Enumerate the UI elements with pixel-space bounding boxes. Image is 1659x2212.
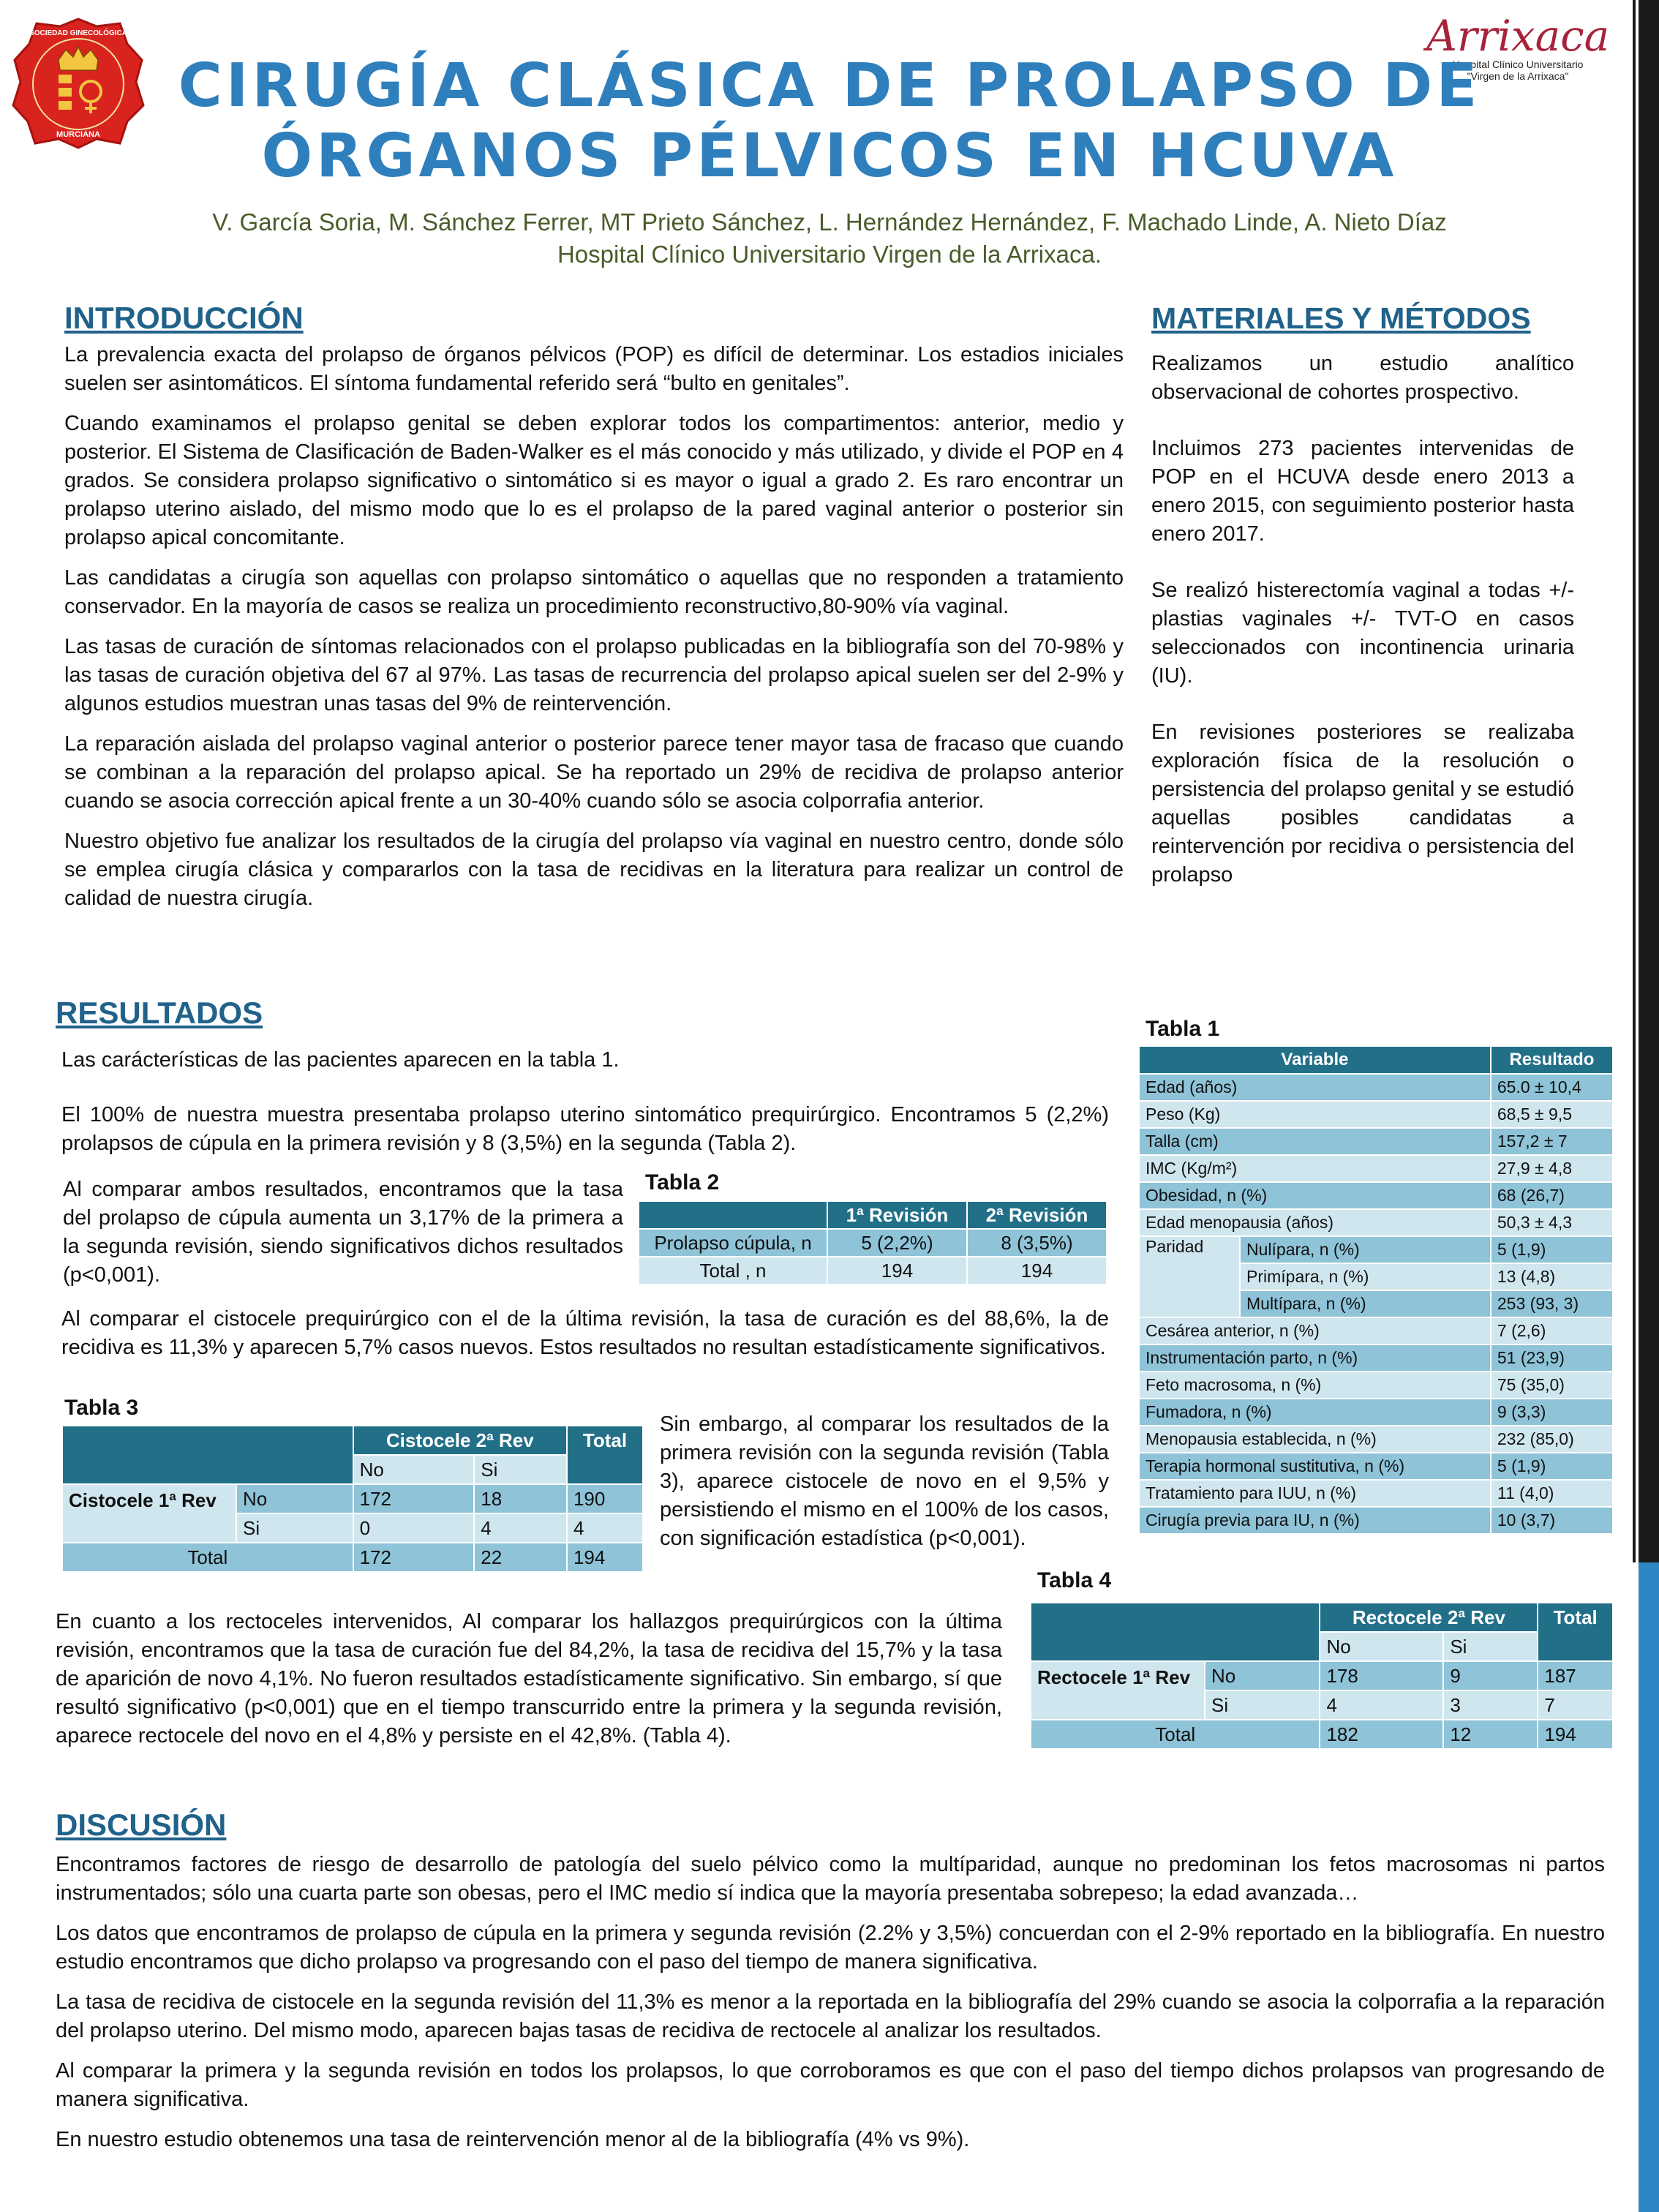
tabla1-row-label: Menopausia establecida, n (%) <box>1139 1426 1491 1453</box>
tabla4-row-header: Rectocele 1ª Rev <box>1031 1661 1205 1720</box>
materiales-paragraph: En revisiones posteriores se realizaba exploración física de la resolución o persistencia del prolapso genital y se estudió aquellas posibles candidatas a reintervención por recidiva o persistencia del prolapso <box>1151 721 1574 887</box>
tabla1-row-label: Edad (años) <box>1139 1074 1491 1101</box>
tabla1-col-resultado: Resultado <box>1491 1046 1613 1074</box>
resultados-p5: Sin embargo, al comparar los resultados de la primera revisión con la segunda revisión (Tabla 3), aparece cistocele de novo en el 9,5% y persistiendo el mismo en el 100% de los casos, con significación estadística (p<0,001). <box>660 1412 1109 1550</box>
tabla1-row-label: Talla (cm) <box>1139 1128 1491 1155</box>
tabla1-row-label: IMC (Kg/m²) <box>1139 1155 1491 1182</box>
tabla1-row-label: Cesárea anterior, n (%) <box>1139 1317 1491 1344</box>
tabla1-paridad-row-value: 13 (4,8) <box>1491 1263 1613 1290</box>
tabla3-cell: 194 <box>567 1543 643 1572</box>
tabla3-si-header: Si <box>474 1455 567 1484</box>
resultados-p6: En cuanto a los rectoceles intervenidos, Al comparar los hallazgos prequirúrgicos con la última revisión, encontramos que la tasa de curación fue del 84,2%, la tasa de recidiva del 15,7% y la tasa de aparición de novo 4,1%. No fueron resultados estadísticamente significativo. Sin embargo, sí que resultó significativo (p<0,001) que en el tiempo transcurrido entre la primera y la segunda revisión, aparece rectocele del novo en el 4,8% y persiste en el 42,8%. (Tabla 4). <box>56 1610 1002 1748</box>
intro-paragraph: Las candidatas a cirugía son aquellas con prolapso sintomático o aquellas que no responden a tratamiento conservador. En la mayoría de casos se realiza un procedimiento reconstructivo,80-90% vía vaginal. <box>64 566 1124 618</box>
tabla3 <box>61 1425 644 1573</box>
logo-text-bottom: MURCIANA <box>56 130 100 139</box>
poster-title <box>110 51 1549 192</box>
tabla2-cell: 5 (2,2%) <box>827 1229 967 1257</box>
tabla1-row-value: 9 (3,3) <box>1491 1399 1613 1426</box>
discusion-paragraph: Al comparar la primera y la segunda revisión en todos los prolapsos, lo que corroboramos es que con el paso del tiempo dichos prolapsos van progresando de manera significativa. <box>56 2059 1605 2111</box>
resultados-p1: Las carácterísticas de las pacientes aparecen en la tabla 1. <box>61 1048 620 1072</box>
resultados-p3: Al comparar ambos resultados, encontramos que la tasa del prolapso de cúpula aumenta un 3,17% de la primera a la segunda revisión, siendo significativos dichos resultados (p<0,001). <box>63 1178 623 1287</box>
tabla1-row-value: 65.0 ± 10,4 <box>1491 1074 1613 1101</box>
tabla3-corner <box>62 1426 353 1484</box>
tabla4-cell: 182 <box>1320 1720 1443 1749</box>
tabla4-cell: 194 <box>1538 1720 1613 1749</box>
tabla3-cell: 4 <box>567 1513 643 1543</box>
materiales-paragraph: Se realizó histerectomía vaginal a todas +/- plastias vaginales +/- TVT-O en casos seleccionados con incontinencia urinaria (IU). <box>1151 579 1574 688</box>
tabla3-cell: 172 <box>353 1484 475 1513</box>
tabla3-total-label: Total <box>62 1543 353 1572</box>
tabla4-corner <box>1031 1603 1320 1661</box>
tabla1-row-value: 11 (4,0) <box>1491 1480 1613 1507</box>
tabla3-cell: 172 <box>353 1543 475 1572</box>
tabla2-corner <box>639 1201 827 1229</box>
introduccion-text <box>64 341 1124 913</box>
authors: V. García Soria, M. Sánchez Ferrer, MT Prieto Sánchez, L. Hernández Hernández, F. Machado Linde, A. Nieto Díaz <box>212 208 1447 236</box>
right-edge-bar <box>1633 0 1659 2212</box>
tabla2 <box>638 1200 1107 1285</box>
tabla1-paridad-row-label: Primípara, n (%) <box>1240 1263 1491 1290</box>
tabla2-col1: 1ª Revisión <box>827 1201 967 1229</box>
introduccion-section <box>64 300 1124 925</box>
tabla1-col-variable: Variable <box>1139 1046 1491 1074</box>
tabla3-no-label: No <box>236 1484 353 1513</box>
materiales-paragraph: Incluimos 273 pacientes intervenidas de POP en el HCUVA desde enero 2013 a enero 2015, con seguimiento posterior hasta enero 2017. <box>1151 437 1574 546</box>
intro-paragraph: La reparación aislada del prolapso vaginal anterior o posterior parece tener mayor tasa de fracaso que cuando se combinan a la reparación del prolapso apical. Se ha reportado un 29% de recidiva de prolapso anterior cuando se asocia corrección apical frente a un 30-40% cuando sólo se asocia colporrafia anterior. <box>64 732 1124 813</box>
logo-text-top: SOCIEDAD GINECOLÓGICA <box>29 29 127 37</box>
tabla1-row-label: Edad menopausia (años) <box>1139 1209 1491 1236</box>
discusion-paragraph: Los datos que encontramos de prolapso de cúpula en la primera y segunda revisión (2.2% y 3,5%) concuerdan con el 2-9% reportado en la bibliografía. En nuestro estudio encontramos que dicho prolapso va progresando con el paso del tiempo de manera significativa. <box>56 1922 1605 1974</box>
title-line-1: CIRUGÍA CLÁSICA DE PROLAPSO DE <box>178 51 1481 121</box>
arrixaca-logo-sub2: "Virgen de la Arrixaca" <box>1467 70 1569 82</box>
tabla1-row-value: 50,3 ± 4,3 <box>1491 1209 1613 1236</box>
tabla3-cell: 190 <box>567 1484 643 1513</box>
tabla1-paridad-label: Paridad <box>1139 1236 1240 1317</box>
tabla4-no-label: No <box>1205 1661 1320 1690</box>
tabla3-cell: 4 <box>474 1513 567 1543</box>
title-line-2: ÓRGANOS PÉLVICOS EN HCUVA <box>261 121 1398 191</box>
tabla1-row-label: Terapia hormonal sustitutiva, n (%) <box>1139 1453 1491 1480</box>
tabla4-total-header: Total <box>1538 1603 1613 1661</box>
tabla2-col2: 2ª Revisión <box>967 1201 1107 1229</box>
tabla1 <box>1138 1045 1614 1535</box>
tabla1-paridad-row-value: 5 (1,9) <box>1491 1236 1613 1263</box>
materiales-heading: MATERIALES Y MÉTODOS <box>1151 301 1531 335</box>
tabla4-cell: 187 <box>1538 1661 1613 1690</box>
tabla1-row-value: 51 (23,9) <box>1491 1344 1613 1372</box>
tabla1-row-label: Obesidad, n (%) <box>1139 1182 1491 1209</box>
tabla4-group-header: Rectocele 2ª Rev <box>1320 1603 1538 1632</box>
resultados-p2: El 100% de nuestra muestra presentaba prolapso uterino sintomático prequirúrgico. Encontramos 5 (2,2%) prolapsos de cúpula en la primera revisión y 8 (3,5%) en la segunda (Tabla 2). <box>61 1103 1109 1155</box>
tabla3-no-header: No <box>353 1455 475 1484</box>
tabla1-row-value: 10 (3,7) <box>1491 1507 1613 1534</box>
tabla3-cell: 22 <box>474 1543 567 1572</box>
tabla4-cell: 178 <box>1320 1661 1443 1690</box>
discusion-paragraph: Encontramos factores de riesgo de desarrollo de patología del suelo pélvico como la multíparidad, aunque no predominan los fetos macrosomas ni partos instrumentados; sólo una cuarta parte son obesas, pero el IMC medio sí indica que la mayoría presentaba sobrepeso; la edad avanzada… <box>56 1853 1605 1905</box>
tabla1-paridad-row-label: Multípara, n (%) <box>1240 1290 1491 1317</box>
tabla4-cell: 3 <box>1443 1690 1538 1720</box>
tabla1-row-value: 5 (1,9) <box>1491 1453 1613 1480</box>
tabla4 <box>1030 1602 1614 1750</box>
arrixaca-logo-sub1: Hospital Clínico Universitario <box>1452 59 1584 70</box>
tabla1-row-value: 157,2 ± 7 <box>1491 1128 1613 1155</box>
tabla2-cell: 8 (3,5%) <box>967 1229 1107 1257</box>
discusion-paragraph: La tasa de recidiva de cistocele en la segunda revisión del 11,3% es menor a la reportada en la bibliografía del 29% cuando se asocia la colporrafia a la reparación del prolapso uterino. Del mismo modo, aparecen bajas tasas de recidiva de rectocele al analizar los resultados. <box>56 1990 1605 2042</box>
introduccion-heading: INTRODUCCIÓN <box>64 301 304 335</box>
tabla3-group-header: Cistocele 2ª Rev <box>353 1426 567 1455</box>
tabla4-si-label: Si <box>1205 1690 1320 1720</box>
tabla3-row-header: Cistocele 1ª Rev <box>62 1484 236 1543</box>
tabla3-si-label: Si <box>236 1513 353 1543</box>
tabla1-row-value: 7 (2,6) <box>1491 1317 1613 1344</box>
tabla4-cell: 9 <box>1443 1661 1538 1690</box>
tabla4-cell: 4 <box>1320 1690 1443 1720</box>
tabla3-cell: 0 <box>353 1513 475 1543</box>
tabla1-paridad-row-value: 253 (93, 3) <box>1491 1290 1613 1317</box>
resultados-p4: Al comparar el cistocele prequirúrgico con el de la última revisión, la tasa de curación es del 88,6%, la de recidiva es 11,3% y aparecen 5,7% casos nuevos. Estos resultados no resultan estadísticamente significativos. <box>61 1307 1109 1359</box>
tabla2-row-label: Total , n <box>639 1257 827 1284</box>
tabla1-caption: Tabla 1 <box>1146 1017 1220 1041</box>
tabla2-cell: 194 <box>827 1257 967 1284</box>
tabla1-row-label: Tratamiento para IUU, n (%) <box>1139 1480 1491 1507</box>
tabla3-caption: Tabla 3 <box>64 1396 139 1420</box>
discusion-paragraph: En nuestro estudio obtenemos una tasa de reintervención menor al de la bibliografía (4% vs 9%). <box>56 2128 970 2151</box>
materiales-text <box>1151 350 1574 889</box>
tabla4-no-header: No <box>1320 1632 1443 1661</box>
tabla2-row-label: Prolapso cúpula, n <box>639 1229 827 1257</box>
tabla2-cell: 194 <box>967 1257 1107 1284</box>
tabla1-row-label: Peso (Kg) <box>1139 1101 1491 1128</box>
tabla1-row-value: 75 (35,0) <box>1491 1372 1613 1399</box>
tabla3-cell: 18 <box>474 1484 567 1513</box>
tabla4-total-label: Total <box>1031 1720 1320 1749</box>
discusion-heading: DISCUSIÓN <box>56 1807 227 1842</box>
discusion-section <box>56 1807 1605 2166</box>
materiales-section <box>1151 300 1574 917</box>
intro-paragraph: Cuando examinamos el prolapso genital se deben explorar todos los compartimentos: anterior, medio y posterior. El Sistema de Clasificación de Baden-Walker es el más conocido y más utilizado, y divide el POP en 4 grados. Se considera prolapso significativo o sintomático si es mayor o igual a grado 2. Es raro encontrar un prolapso uterino aislado, del mismo modo que lo es el prolapso de la pared vaginal anterior o posterior sin prolapso apical concomitante. <box>64 412 1124 549</box>
tabla1-row-value: 68,5 ± 9,5 <box>1491 1101 1613 1128</box>
intro-paragraph: Nuestro objetivo fue analizar los resultados de la cirugía del prolapso vía vaginal en nuestro centro, donde sólo se emplea cirugía clásica y compararlos con la tasa de recidivas en la literatura para realizar un control de calidad de nuestra cirugía. <box>64 830 1124 910</box>
tabla1-row-value: 232 (85,0) <box>1491 1426 1613 1453</box>
institution: Hospital Clínico Universitario Virgen de la Arrixaca. <box>557 241 1102 268</box>
tabla1-paridad-row-label: Nulípara, n (%) <box>1240 1236 1491 1263</box>
tabla1-row-label: Feto macrosoma, n (%) <box>1139 1372 1491 1399</box>
tabla4-si-header: Si <box>1443 1632 1538 1661</box>
intro-paragraph: Las tasas de curación de síntomas relacionados con el prolapso publicadas en la bibliografía son del 70-98% y las tasas de curación objetiva del 67 al 97%. Las tasas de recurrencia del prolapso apical suelen ser del 2-9% y algunos estudios muestran unas tasas del 9% de reintervención. <box>64 635 1124 715</box>
authors-block <box>88 206 1571 271</box>
tabla4-cell: 7 <box>1538 1690 1613 1720</box>
arrixaca-logo-name: Arrixaca <box>1426 11 1610 61</box>
tabla3-total-header: Total <box>567 1426 643 1484</box>
intro-paragraph: La prevalencia exacta del prolapso de órganos pélvicos (POP) es difícil de determinar. Los estadios iniciales suelen ser asintomáticos. El síntoma fundamental referido será “bulto en genitales”. <box>64 343 1124 395</box>
tabla4-caption: Tabla 4 <box>1037 1568 1112 1592</box>
tabla1-row-label: Cirugía previa para IU, n (%) <box>1139 1507 1491 1534</box>
resultados-heading: RESULTADOS <box>56 996 263 1030</box>
tabla2-caption: Tabla 2 <box>645 1170 720 1195</box>
tabla1-row-value: 68 (26,7) <box>1491 1182 1613 1209</box>
tabla1-row-label: Fumadora, n (%) <box>1139 1399 1491 1426</box>
tabla4-cell: 12 <box>1443 1720 1538 1749</box>
materiales-paragraph: Realizamos un estudio analítico observacional de cohortes prospectivo. <box>1151 352 1574 404</box>
tabla1-row-label: Instrumentación parto, n (%) <box>1139 1344 1491 1372</box>
tabla1-row-value: 27,9 ± 4,8 <box>1491 1155 1613 1182</box>
discusion-text <box>56 1851 1605 2154</box>
